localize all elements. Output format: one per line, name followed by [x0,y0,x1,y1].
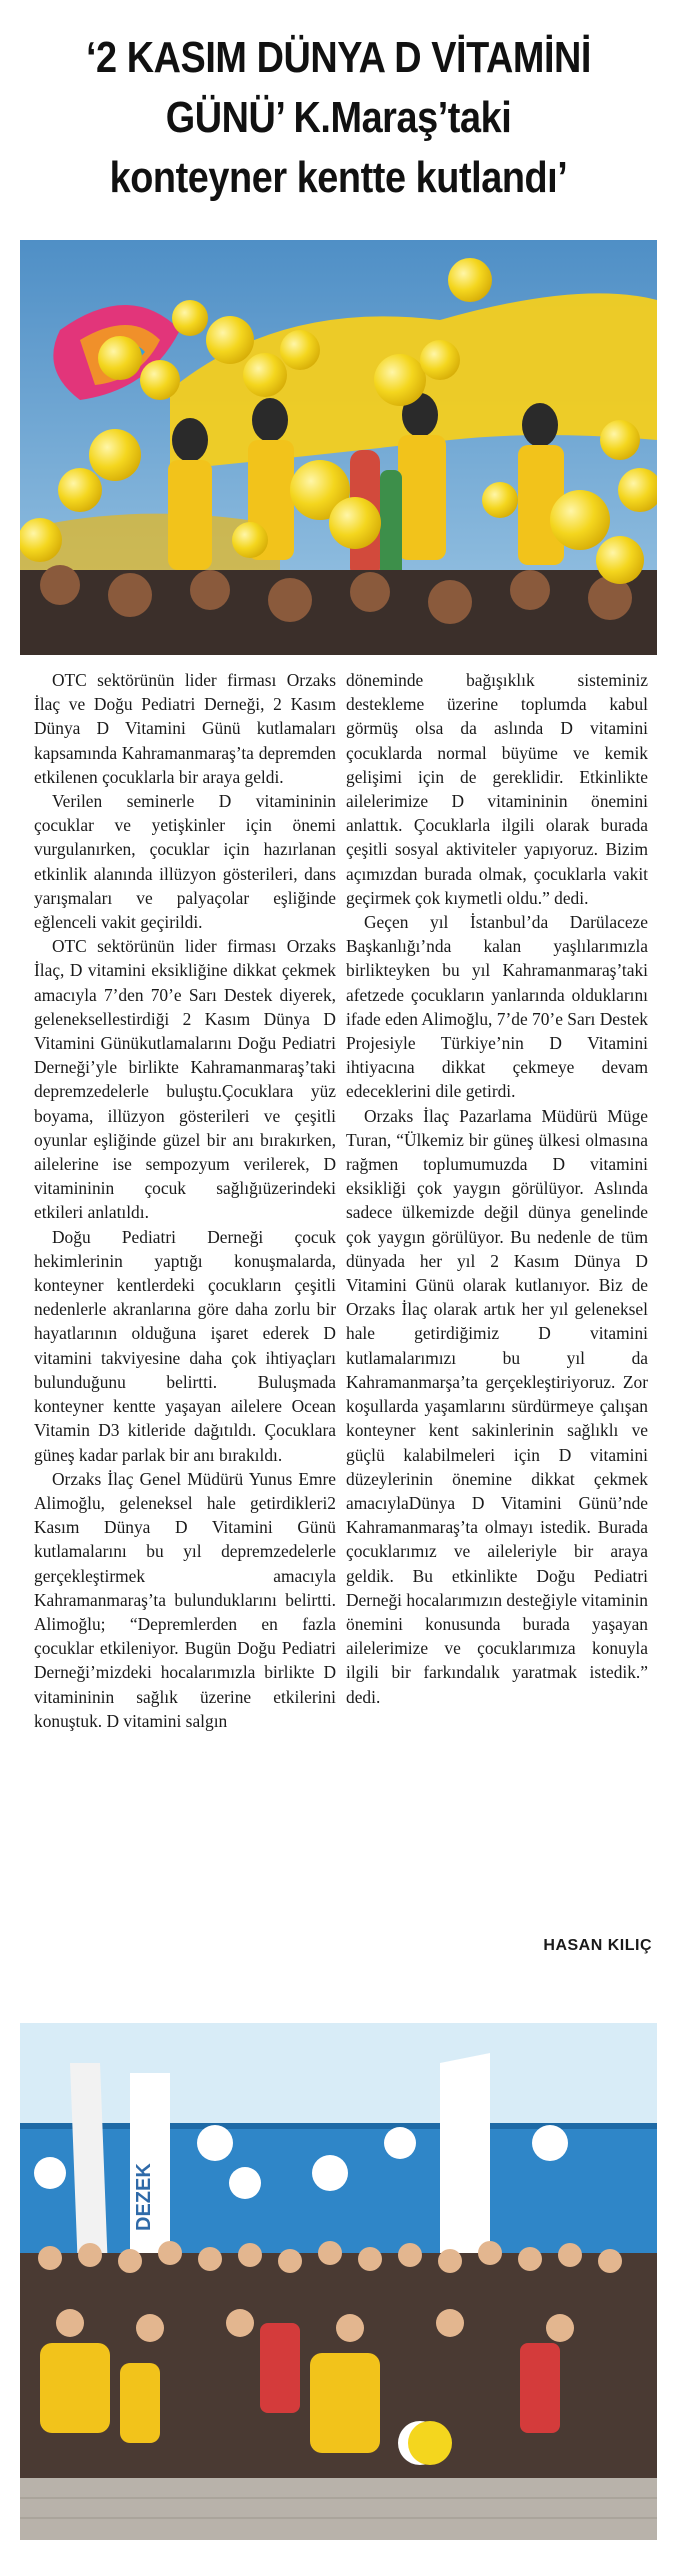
article-paragraph: Doğu Pediatri Derneği çocuk hekimlerinin yaptığı konuşmalarda, konteyner kentlerdeki çocukların çeşitli nedenlerle akranlarına göre daha zorlu bir hayatlarının olduğuna işaret ederek D vitamini takviyesine daha çok ihtiyaçları bulunduğunu belirtti. Buluşmada konteyner kentte yaşayan ailelere Ocean Vitamin D3 kitleride dağıtıldı. Çocuklara güneş kadar parlak bir anı bırakıldı. [34,1226,336,1465]
article-paragraph: Verilen seminerle D vitamininin çocuklar ve yetişkinler için önemi vurgulanırken, çocuklar için hazırlanan etkinlik alanında illüzyon gösterileri, dans yarışmaları ve palyaçolar eşliğinde eğlenceli vakit geçirildi. [34,791,336,933]
headline [65,28,613,208]
article-paragraph: OTC sektörünün lider firması Orzaks İlaç ve Doğu Pediatri Derneği, 2 Kasım Dünya D Vitamini Günü kutlamaları kapsamında Kahramanmaraş’ta depremden etkilenen çocuklarla bir araya geldi. [34,670,336,787]
article-left-column [34,668,336,1733]
group-photo [20,2023,657,2540]
headline-line-1: ‘2 KASIM DÜNYA D VİTAMİNİ [85,33,592,82]
article-paragraph: Orzaks İlaç Genel Müdürü Yunus Emre Alimoğlu, geleneksel hale getirdikleri2 Kasım Dünya D Vitamini Günü kutlamalarını bu yıl depremzedelerle gerçekleştirmek amacıyla Kahramanmaraş’ta bulunduklarını belirtti. Alimoğlu; “Depremlerden en fazla çocuklar etkileniyor. Bugün Doğu Pediatri Derneği’mizdeki hocalarımızla birlikte D vitamininin sağlık üzerine etkilerini konuştuk. D vitamini salgın [34,1468,336,1731]
article-paragraph: OTC sektörünün lider firması Orzaks İlaç, D vitamini eksikliğine dikkat çekmek amacıyla 7’den 70’e Sarı Destek diyerek, geleneksellestirdiği 2 Kasım Dünya D Vitamini Günükutlamalarını Doğu Pediatri Derneği’yle birlikte Kahramanmaraş’taki depremzedelerle buluştu.Çocuklara yüz boyama, illüzyon gösterileri ve çeşitli oyunlar eşliğinde güzel bir anı bırakırken, ailelerine ise sempozyum verilerek, D vitamininin çocuk sağlığıüzerindeki etkileri anlatıldı. [34,936,336,1223]
article-right-column [346,668,648,1709]
celebration-photo [20,240,657,655]
article-paragraph: Geçen yıl İstanbul’da Darülaceze Başkanlığı’nda kalan yaşlılarımızla birlikteyken bu yıl Kahramanmaraş’taki afetzede çocukların yanlarında olduklarını ifade eden Alimoğlu, 7’de 70’e Sarı Destek Projesiyle Türkiye’nin D Vitamini ihtiyacına dikkat çekmeye devam edeceklerini dile getirdi. [346,912,648,1102]
byline: HASAN KILIÇ [543,1937,652,1954]
banner-text: DEZEK [133,2163,155,2231]
article-paragraph: Orzaks İlaç Pazarlama Müdürü Müge Turan, “Ülkemiz bir güneş ülkesi olmasına rağmen toplumumuzda D vitamini eksikliği çok yaygın görülüyor. Aslında sadece ülkemizde değil dünya genelinde çok yaygın görülüyor. Bu nedenle de tüm dünyada her yıl 2 Kasım Dünya D Vitamini Günü olarak kutlanıyor. Biz de Orzaks İlaç olarak artık her yıl geleneksel hale getirdiğimiz D vitamini kutlamalarımızı bu yıl da Kahramanmarşa’ta gerçekleştiriyoruz. Zor koşullarda yaşamlarını sürdürmeye çalışan konteyner kent sakinlerinin sağlıklı ve güçlü kalabilmeleri için D vitamini düzeylerinin önemine dikkat çekmek amacıylaDünya D Vitamini Günü’nde Kahramanmaraş’ta olmayı istedik. Burada çocuklarımız ve aileleriyle bir araya geldik. Bu etkinlikte Doğu Pediatri Derneği hocalarımızın desteğiyle vitaminin önemini konusunda burada yaşayan ailelerimize ve çocuklarımıza konuyla ilgili bir farkındalık yaratmak istedik.” dedi. [346,1105,648,1707]
headline-line-2: GÜNÜ’ K.Maraş’taki [165,93,512,142]
article-paragraph: döneminde bağışıklık sisteminiz destekleme üzerine toplumda kabul görmüş olsa da aslında D vitamini çocuklarda normal büyüme ve kemik gelişimi için de gereklidir. Etkinlikte ailelerimize D vitamininin önemini anlattık. Çocuklarla ilgili olarak burada çeşitli sosyal aktiviteler yapıyoruz. Bizim açımızdan burada olmak, çocuklarla vakit geçirmek çok kıymetli oldu.” dedi. [346,670,648,908]
headline-line-3: konteyner kentte kutlandı’ [109,153,568,202]
